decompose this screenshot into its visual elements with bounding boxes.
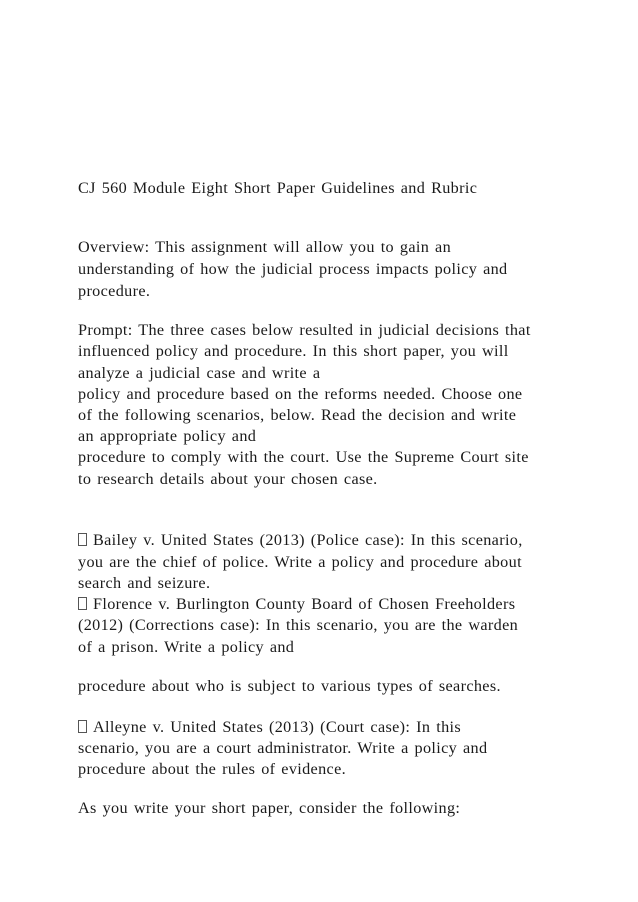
prompt-line: policy and procedure based on the reforms needed. Choose one [78, 385, 523, 403]
overview-line: understanding of how the judicial process impacts policy and [78, 260, 508, 278]
scenario-line: scenario, you are a court administrator. Write a policy and [78, 739, 488, 757]
scenario-line: Alleyne v. United States (2013) (Court case): In this [93, 718, 462, 736]
scenario-line: procedure about who is subject to various types of searches. [78, 677, 501, 695]
scenario-line: procedure about the rules of evidence. [78, 760, 346, 778]
scenario-line: Florence v. Burlington County Board of Chosen Freeholders [93, 595, 516, 613]
scenario-line: search and seizure. [78, 574, 211, 592]
prompt-line: analyze a judicial case and write a [78, 364, 321, 382]
prompt-line: influenced policy and procedure. In this short paper, you will [78, 342, 509, 360]
bullet-box-icon [78, 533, 87, 546]
overview-line: procedure. [78, 282, 151, 300]
scenario-line: of a prison. Write a policy and [78, 638, 295, 656]
prompt-line: of the following scenarios, below. Read the decision and write [78, 406, 517, 424]
prompt-line: procedure to comply with the court. Use the Supreme Court site [78, 448, 529, 466]
prompt-line: Prompt: The three cases below resulted in judicial decisions that [78, 321, 531, 339]
scenario-line: (2012) (Corrections case): In this scenario, you are the warden [78, 616, 519, 634]
overview-line: Overview: This assignment will allow you to gain an [78, 238, 452, 256]
prompt-line: an appropriate policy and [78, 427, 257, 445]
scenario-line: you are the chief of police. Write a policy and procedure about [78, 553, 522, 571]
prompt-line: to research details about your chosen case. [78, 470, 378, 488]
bullet-box-icon [78, 597, 87, 610]
scenario-line: Bailey v. United States (2013) (Police case): In this scenario, [93, 531, 523, 549]
document-title: CJ 560 Module Eight Short Paper Guidelines and Rubric [78, 179, 478, 197]
closing-line: As you write your short paper, consider the following: [78, 799, 461, 817]
bullet-box-icon [78, 720, 87, 733]
